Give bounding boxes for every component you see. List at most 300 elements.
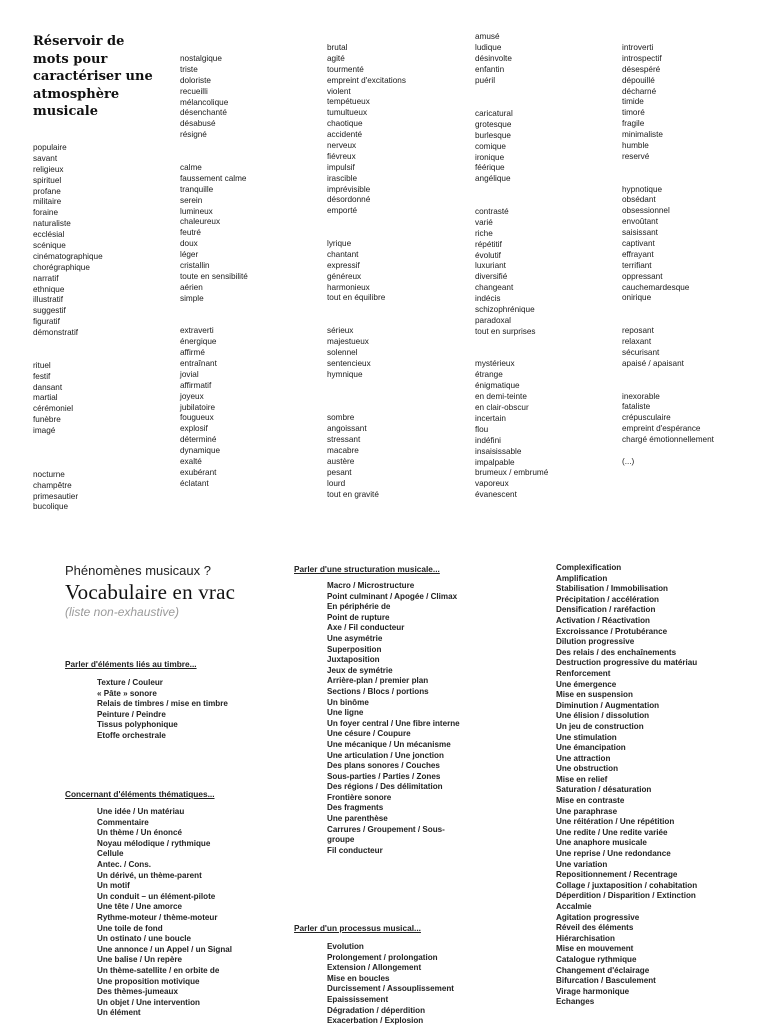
list-item: Arrière-plan / premier plan — [327, 676, 429, 686]
list-item: Un objet / Une intervention — [97, 997, 200, 1007]
list-item: tumultueux — [327, 108, 368, 118]
list-item: toute en sensibilité — [180, 271, 248, 281]
list-item: violent — [327, 86, 351, 96]
list-item: Hiérarchisation — [556, 933, 615, 943]
list-item: introspectif — [622, 53, 662, 63]
list-item: figuratif — [33, 317, 60, 327]
structure-list — [327, 581, 460, 856]
list-item: rituel — [33, 360, 51, 370]
list-item: lumineux — [180, 206, 213, 216]
list-item: en demi-teinte — [475, 392, 527, 402]
list-item: timide — [622, 97, 644, 107]
list-item: stressant — [327, 435, 361, 445]
list-item: paradoxal — [475, 315, 511, 325]
list-item: Un thème / Un énoncé — [97, 828, 182, 838]
list-item: désabusé — [180, 119, 216, 129]
list-item: mélancolique — [180, 97, 229, 107]
list-item — [327, 304, 406, 315]
list-item: Un foyer central / Une fibre interne — [327, 718, 460, 728]
title-line: atmosphère — [33, 86, 120, 102]
list-item — [33, 437, 103, 448]
list-item: Collage / juxtaposition / cohabitation — [556, 880, 698, 890]
list-item: Une toile de fond — [97, 923, 163, 933]
list-item: Prolongement / prolongation — [327, 952, 438, 962]
list-item: aérien — [180, 282, 203, 292]
list-item: jovial — [180, 369, 199, 379]
list-item: Un binôme — [327, 697, 369, 707]
list-item: Une redite / Une redite variée — [556, 827, 668, 837]
list-item: Repositionnement / Recentrage — [556, 870, 678, 880]
list-item: Activation / Réactivation — [556, 615, 650, 625]
list-item: Une paraphrase — [556, 806, 618, 816]
list-item: énigmatique — [475, 381, 520, 391]
list-item: Précipitation / accélération — [556, 594, 660, 604]
list-item: Une émancipation — [556, 743, 626, 753]
title-line: musicale — [33, 104, 99, 119]
title-line: mots pour — [33, 51, 108, 67]
list-item — [33, 459, 103, 470]
list-item: Extension / Allongement — [327, 963, 422, 973]
list-item: impalpable — [475, 457, 515, 467]
list-item: chantant — [327, 249, 359, 259]
vocab-title: Vocabulaire en vrac — [65, 580, 236, 604]
list-item: minimaliste — [622, 130, 663, 140]
list-item: faussement calme — [180, 173, 247, 183]
list-item — [622, 381, 714, 392]
list-item: foraine — [33, 208, 59, 218]
list-item — [622, 174, 714, 185]
timbre-heading: Parler d'éléments liés au timbre... — [65, 659, 197, 669]
list-item: fataliste — [622, 402, 651, 412]
list-item: recueilli — [180, 86, 208, 96]
list-item: ethnique — [33, 284, 65, 294]
list-item — [475, 196, 548, 207]
list-item — [327, 392, 406, 403]
list-item: dynamique — [180, 446, 221, 456]
atmosphere-title — [33, 33, 153, 121]
list-item: décharné — [622, 86, 657, 96]
list-item: Accalmie — [556, 902, 592, 911]
timbre-list — [97, 678, 228, 742]
list-item: Des relais / des enchaînements — [556, 647, 677, 657]
list-item: léger — [180, 250, 199, 260]
list-item: fragile — [622, 119, 645, 129]
list-item: terrifiant — [622, 260, 652, 270]
list-item: hypnotique — [622, 184, 663, 194]
list-item: festif — [33, 371, 51, 381]
list-item: Destruction progressive du matériau — [556, 658, 698, 668]
list-item: Une articulation / Une jonction — [327, 750, 444, 760]
list-item: Durcissement / Assouplissement — [327, 984, 454, 994]
list-item: Antec. / Cons. — [97, 859, 151, 869]
list-item: inexorable — [622, 391, 660, 401]
list-item: joyeux — [180, 391, 204, 401]
list-item — [180, 315, 248, 326]
list-item: doux — [180, 239, 198, 249]
list-item: doloriste — [180, 75, 211, 85]
list-item: apaisé / apaisant — [622, 358, 684, 368]
list-item — [622, 370, 714, 381]
list-item: champêtre — [33, 480, 72, 490]
list-item: tempétueux — [327, 97, 370, 107]
list-item: feutré — [180, 228, 201, 238]
list-item: martial — [33, 393, 58, 403]
list-item: exalté — [180, 457, 202, 467]
list-item: incertain — [475, 413, 506, 423]
list-item: fougueux — [180, 413, 214, 423]
list-item: féérique — [475, 163, 505, 173]
list-item — [622, 304, 714, 315]
list-item: varié — [475, 217, 493, 227]
list-item: jubilatoire — [180, 402, 216, 412]
list-item: Commentaire — [97, 817, 149, 827]
list-item: Point culminant / Apogée / Climax — [327, 591, 458, 601]
list-item: angélique — [475, 174, 511, 184]
list-item: Une anaphore musicale — [556, 838, 647, 848]
list-item: Superposition — [327, 644, 382, 654]
list-item: lyrique — [327, 239, 352, 249]
atmosphere-col-4b — [475, 109, 548, 501]
list-item: Cellule — [97, 849, 124, 859]
list-item: Des plans sonores / Couches — [327, 761, 440, 771]
list-item — [475, 349, 548, 360]
list-item: reservé — [622, 151, 650, 161]
list-item: exubérant — [180, 467, 217, 477]
list-item: empreint d'excitations — [327, 75, 406, 85]
list-item — [475, 338, 548, 349]
list-item: Epaississement — [327, 994, 389, 1004]
list-item: Axe / Fil conducteur — [327, 623, 405, 633]
list-item: Une émergence — [556, 679, 617, 689]
list-item: mystérieux — [475, 359, 515, 369]
list-item: nostalgique — [180, 54, 222, 63]
list-item: sentencieux — [327, 358, 371, 368]
list-item: Agitation progressive — [556, 912, 640, 922]
list-item: savant — [33, 153, 58, 163]
list-item: serein — [180, 195, 203, 205]
list-item: sérieux — [327, 326, 354, 336]
list-item: obsédant — [622, 195, 656, 205]
list-item: Fil conducteur — [327, 845, 383, 855]
list-item: chaotique — [327, 119, 363, 129]
list-item: harmonieux — [327, 282, 370, 292]
list-item: désenchanté — [180, 108, 227, 118]
list-item: Noyau mélodique / rythmique — [97, 838, 211, 848]
list-item: affirmé — [180, 348, 205, 358]
list-item: « Pâte » sonore — [97, 688, 157, 698]
list-item: ludique — [475, 42, 502, 52]
list-item: primesautier — [33, 491, 79, 501]
list-item: illustratif — [33, 295, 64, 305]
list-item: dansant — [33, 382, 63, 392]
list-item: riche — [475, 228, 493, 238]
list-item: brutal — [327, 43, 348, 52]
list-item: répétitif — [475, 239, 502, 249]
list-item: Une asymétrie — [327, 633, 383, 643]
thematic-list — [97, 807, 232, 1019]
thematic-heading: Concernant d'éléments thématiques... — [65, 789, 215, 799]
list-item: Virage harmonique — [556, 986, 630, 996]
list-item: désordonné — [327, 195, 371, 205]
list-item: Un thème-satellite / en orbite de — [97, 965, 220, 975]
list-item: accidenté — [327, 130, 363, 140]
list-item: Amplification — [556, 573, 608, 583]
list-item: explosif — [180, 424, 208, 434]
list-item: suggestif — [33, 306, 66, 316]
list-item: Texture / Couleur — [97, 678, 163, 687]
list-item: Diminution / Augmentation — [556, 700, 660, 710]
list-item: Mise en contraste — [556, 796, 625, 806]
list-item: (...) — [622, 456, 635, 466]
list-item: évanescent — [475, 490, 517, 500]
list-item: cérémoniel — [33, 404, 74, 414]
list-item: solennel — [327, 347, 358, 357]
vocab-supertitle: Phénomènes musicaux ? — [65, 563, 211, 578]
title-line: Réservoir de — [33, 34, 125, 49]
list-item: Echanges — [556, 997, 595, 1007]
list-item: narratif — [33, 273, 59, 283]
list-item: amusé — [475, 32, 500, 41]
list-item: austère — [327, 456, 355, 466]
list-item: spirituel — [33, 175, 62, 185]
list-item: Une ligne — [327, 708, 364, 718]
list-item: désespéré — [622, 64, 661, 74]
list-item: introverti — [622, 43, 654, 52]
list-item: agité — [327, 53, 345, 63]
list-item: Stabilisation / Immobilisation — [556, 584, 668, 594]
list-item: tout en équilibre — [327, 293, 386, 303]
list-item — [327, 381, 406, 392]
list-item: Une parenthèse — [327, 814, 388, 824]
list-item: changeant — [475, 283, 514, 293]
list-item: Une variation — [556, 859, 608, 869]
list-item: Macro / Microstructure — [327, 581, 415, 590]
list-item: tout en gravité — [327, 489, 379, 499]
list-item: schizophrénique — [475, 305, 535, 315]
list-item: étrange — [475, 370, 503, 380]
title-line: caractériser une — [33, 69, 153, 84]
list-item: Une stimulation — [556, 732, 617, 742]
list-item: effrayant — [622, 249, 654, 259]
list-item: Une proposition motivique — [97, 976, 200, 986]
list-item: indécis — [475, 294, 501, 304]
list-item: Rythme-moteur / thème-moteur — [97, 912, 218, 922]
list-item: nocturne — [33, 469, 65, 479]
list-item: Dilution progressive — [556, 637, 635, 647]
list-item: chargé émotionnellement — [622, 435, 714, 445]
list-item: Sections / Blocs / portions — [327, 686, 429, 696]
list-item: scénique — [33, 241, 66, 251]
list-item: Une élision / dissolution — [556, 711, 650, 721]
list-item: En périphérie de — [327, 602, 391, 612]
list-item: démonstratif — [33, 328, 79, 338]
list-item: ecclésial — [33, 230, 65, 240]
list-item: Un élément — [97, 1008, 141, 1018]
list-item: saisissant — [622, 228, 658, 238]
list-item: flou — [475, 424, 489, 434]
list-item: Une balise / Un repère — [97, 955, 183, 965]
list-item: pesant — [327, 467, 352, 477]
list-item: Excroissance / Protubérance — [556, 626, 668, 636]
list-item: désinvolte — [475, 53, 512, 63]
list-item — [475, 185, 548, 196]
list-item — [33, 350, 103, 361]
list-item: Un dérivé, un thème-parent — [97, 870, 202, 880]
list-item: ironique — [475, 152, 505, 162]
list-item: populaire — [33, 143, 67, 152]
list-item: déterminé — [180, 435, 217, 445]
list-item: Une idée / Un matériau — [97, 807, 185, 816]
list-item — [327, 228, 406, 239]
list-item: Relais de timbres / mise en timbre — [97, 699, 228, 709]
list-item: Sous-parties / Parties / Zones — [327, 771, 441, 781]
atmosphere-col-1 — [33, 143, 103, 513]
list-item: Dégradation / déperdition — [327, 1005, 426, 1015]
list-item: diversifié — [475, 272, 508, 282]
list-item: angoissant — [327, 424, 367, 434]
list-item: onirique — [622, 293, 652, 303]
list-item: comique — [475, 141, 506, 151]
list-item: Mise en suspension — [556, 690, 633, 700]
list-item: calme — [180, 163, 202, 172]
list-item: Un ostinato / une boucle — [97, 934, 191, 944]
list-item: Un jeu de construction — [556, 721, 644, 731]
list-item: Une césure / Coupure — [327, 729, 411, 739]
list-item: Peinture / Peindre — [97, 709, 166, 719]
list-item: affirmatif — [180, 380, 212, 390]
list-item: énergique — [180, 337, 217, 347]
list-item: macabre — [327, 445, 359, 455]
list-item: obsessionnel — [622, 206, 670, 216]
list-item: expressif — [327, 260, 360, 270]
list-item: Densification / raréfaction — [556, 605, 656, 615]
list-item: irascible — [327, 173, 358, 183]
list-item: Une attraction — [556, 753, 611, 763]
list-item: Un motif — [97, 881, 130, 891]
list-item: Evolution — [327, 942, 364, 951]
list-item: indéfini — [475, 435, 501, 445]
list-item: Bifurcation / Basculement — [556, 976, 656, 986]
list-item: Frontière sonore — [327, 792, 392, 802]
list-item: Des fragments — [327, 803, 384, 813]
list-item: extraverti — [180, 326, 214, 336]
list-item: Point de rupture — [327, 612, 390, 622]
process-list — [327, 942, 454, 1027]
vocab-note: (liste non-exhaustive) — [65, 605, 180, 619]
list-item: imagé — [33, 426, 56, 436]
list-item: Catalogue rythmique — [556, 954, 637, 964]
list-item: caricatural — [475, 109, 513, 118]
list-item: Mise en mouvement — [556, 944, 634, 954]
list-item — [33, 339, 103, 350]
structure-heading: Parler d'une structuration musicale... — [294, 564, 440, 574]
list-item: bucolique — [33, 502, 69, 512]
list-item: groupe — [327, 835, 355, 845]
list-item — [33, 448, 103, 459]
list-item: Une mécanique / Un mécanisme — [327, 739, 451, 749]
list-item: Une tête / Une amorce — [97, 902, 183, 912]
list-item: tourmenté — [327, 64, 364, 74]
atmosphere-col-5 — [622, 43, 714, 468]
list-item: sécurisant — [622, 347, 660, 357]
list-item: Déperdition / Disparition / Extinction — [556, 891, 696, 901]
list-item: tranquille — [180, 184, 214, 194]
list-item: contrasté — [475, 207, 509, 217]
list-item: envoûtant — [622, 217, 658, 227]
list-item: funèbre — [33, 415, 61, 425]
list-item: enfantin — [475, 64, 505, 74]
list-item: Une annonce / un Appel / un Signal — [97, 944, 233, 954]
list-item: résigné — [180, 130, 207, 140]
list-item: Une réitération / Une répétition — [556, 817, 675, 827]
list-item — [622, 163, 714, 174]
list-item: Mise en boucles — [327, 973, 390, 983]
list-item: généreux — [327, 271, 362, 281]
list-item: brumeux / embrumé — [475, 468, 549, 478]
list-item: évolutif — [475, 250, 501, 260]
list-item: imprévisible — [327, 184, 371, 194]
atmosphere-col-2b — [180, 163, 248, 490]
list-item: Tissus polyphonique — [97, 720, 178, 730]
list-item: entraînant — [180, 359, 217, 369]
process-list-continued — [556, 563, 697, 1008]
list-item: éclatant — [180, 478, 209, 488]
list-item: grotesque — [475, 119, 512, 129]
list-item: burlesque — [475, 130, 511, 140]
list-item: chaleureux — [180, 217, 221, 227]
list-item — [622, 315, 714, 326]
atmosphere-col-2a — [180, 54, 228, 141]
list-item: Etoffe orchestrale — [97, 730, 166, 740]
list-item: reposant — [622, 326, 654, 336]
list-item: emporté — [327, 206, 358, 216]
list-item: crépusculaire — [622, 413, 671, 423]
list-item: profane — [33, 186, 61, 196]
list-item: fiévreux — [327, 151, 356, 161]
list-item: humble — [622, 141, 649, 151]
list-item: en clair-obscur — [475, 403, 529, 413]
process-heading: Parler d'un processus musical... — [294, 923, 421, 933]
list-item: timoré — [622, 108, 645, 118]
list-item: simple — [180, 293, 204, 303]
list-item: cristallin — [180, 261, 210, 271]
list-item: Exacerbation / Explosion — [327, 1016, 424, 1026]
list-item: militaire — [33, 197, 62, 207]
list-item: cauchemardesque — [622, 282, 690, 292]
list-item — [327, 315, 406, 326]
list-item — [327, 402, 406, 413]
list-item: naturaliste — [33, 219, 71, 229]
list-item: captivant — [622, 239, 655, 249]
list-item: triste — [180, 64, 198, 74]
list-item: insaisissable — [475, 446, 522, 456]
list-item — [327, 217, 406, 228]
list-item: nerveux — [327, 141, 357, 151]
list-item: tout en surprises — [475, 326, 536, 336]
list-item: Des thèmes-jumeaux — [97, 987, 178, 997]
list-item: Un conduit – un élément-pilote — [97, 891, 216, 901]
list-item: religieux — [33, 164, 64, 174]
list-item: relaxant — [622, 337, 652, 347]
list-item — [180, 305, 248, 316]
list-item: Saturation / désaturation — [556, 785, 652, 795]
list-item: Changement d'éclairage — [556, 965, 650, 975]
list-item: hymnique — [327, 369, 363, 379]
atmosphere-col-3 — [327, 43, 406, 500]
list-item: Des régions / Des délimitation — [327, 782, 443, 792]
list-item: impulsif — [327, 162, 355, 172]
list-item: puéril — [475, 75, 496, 85]
